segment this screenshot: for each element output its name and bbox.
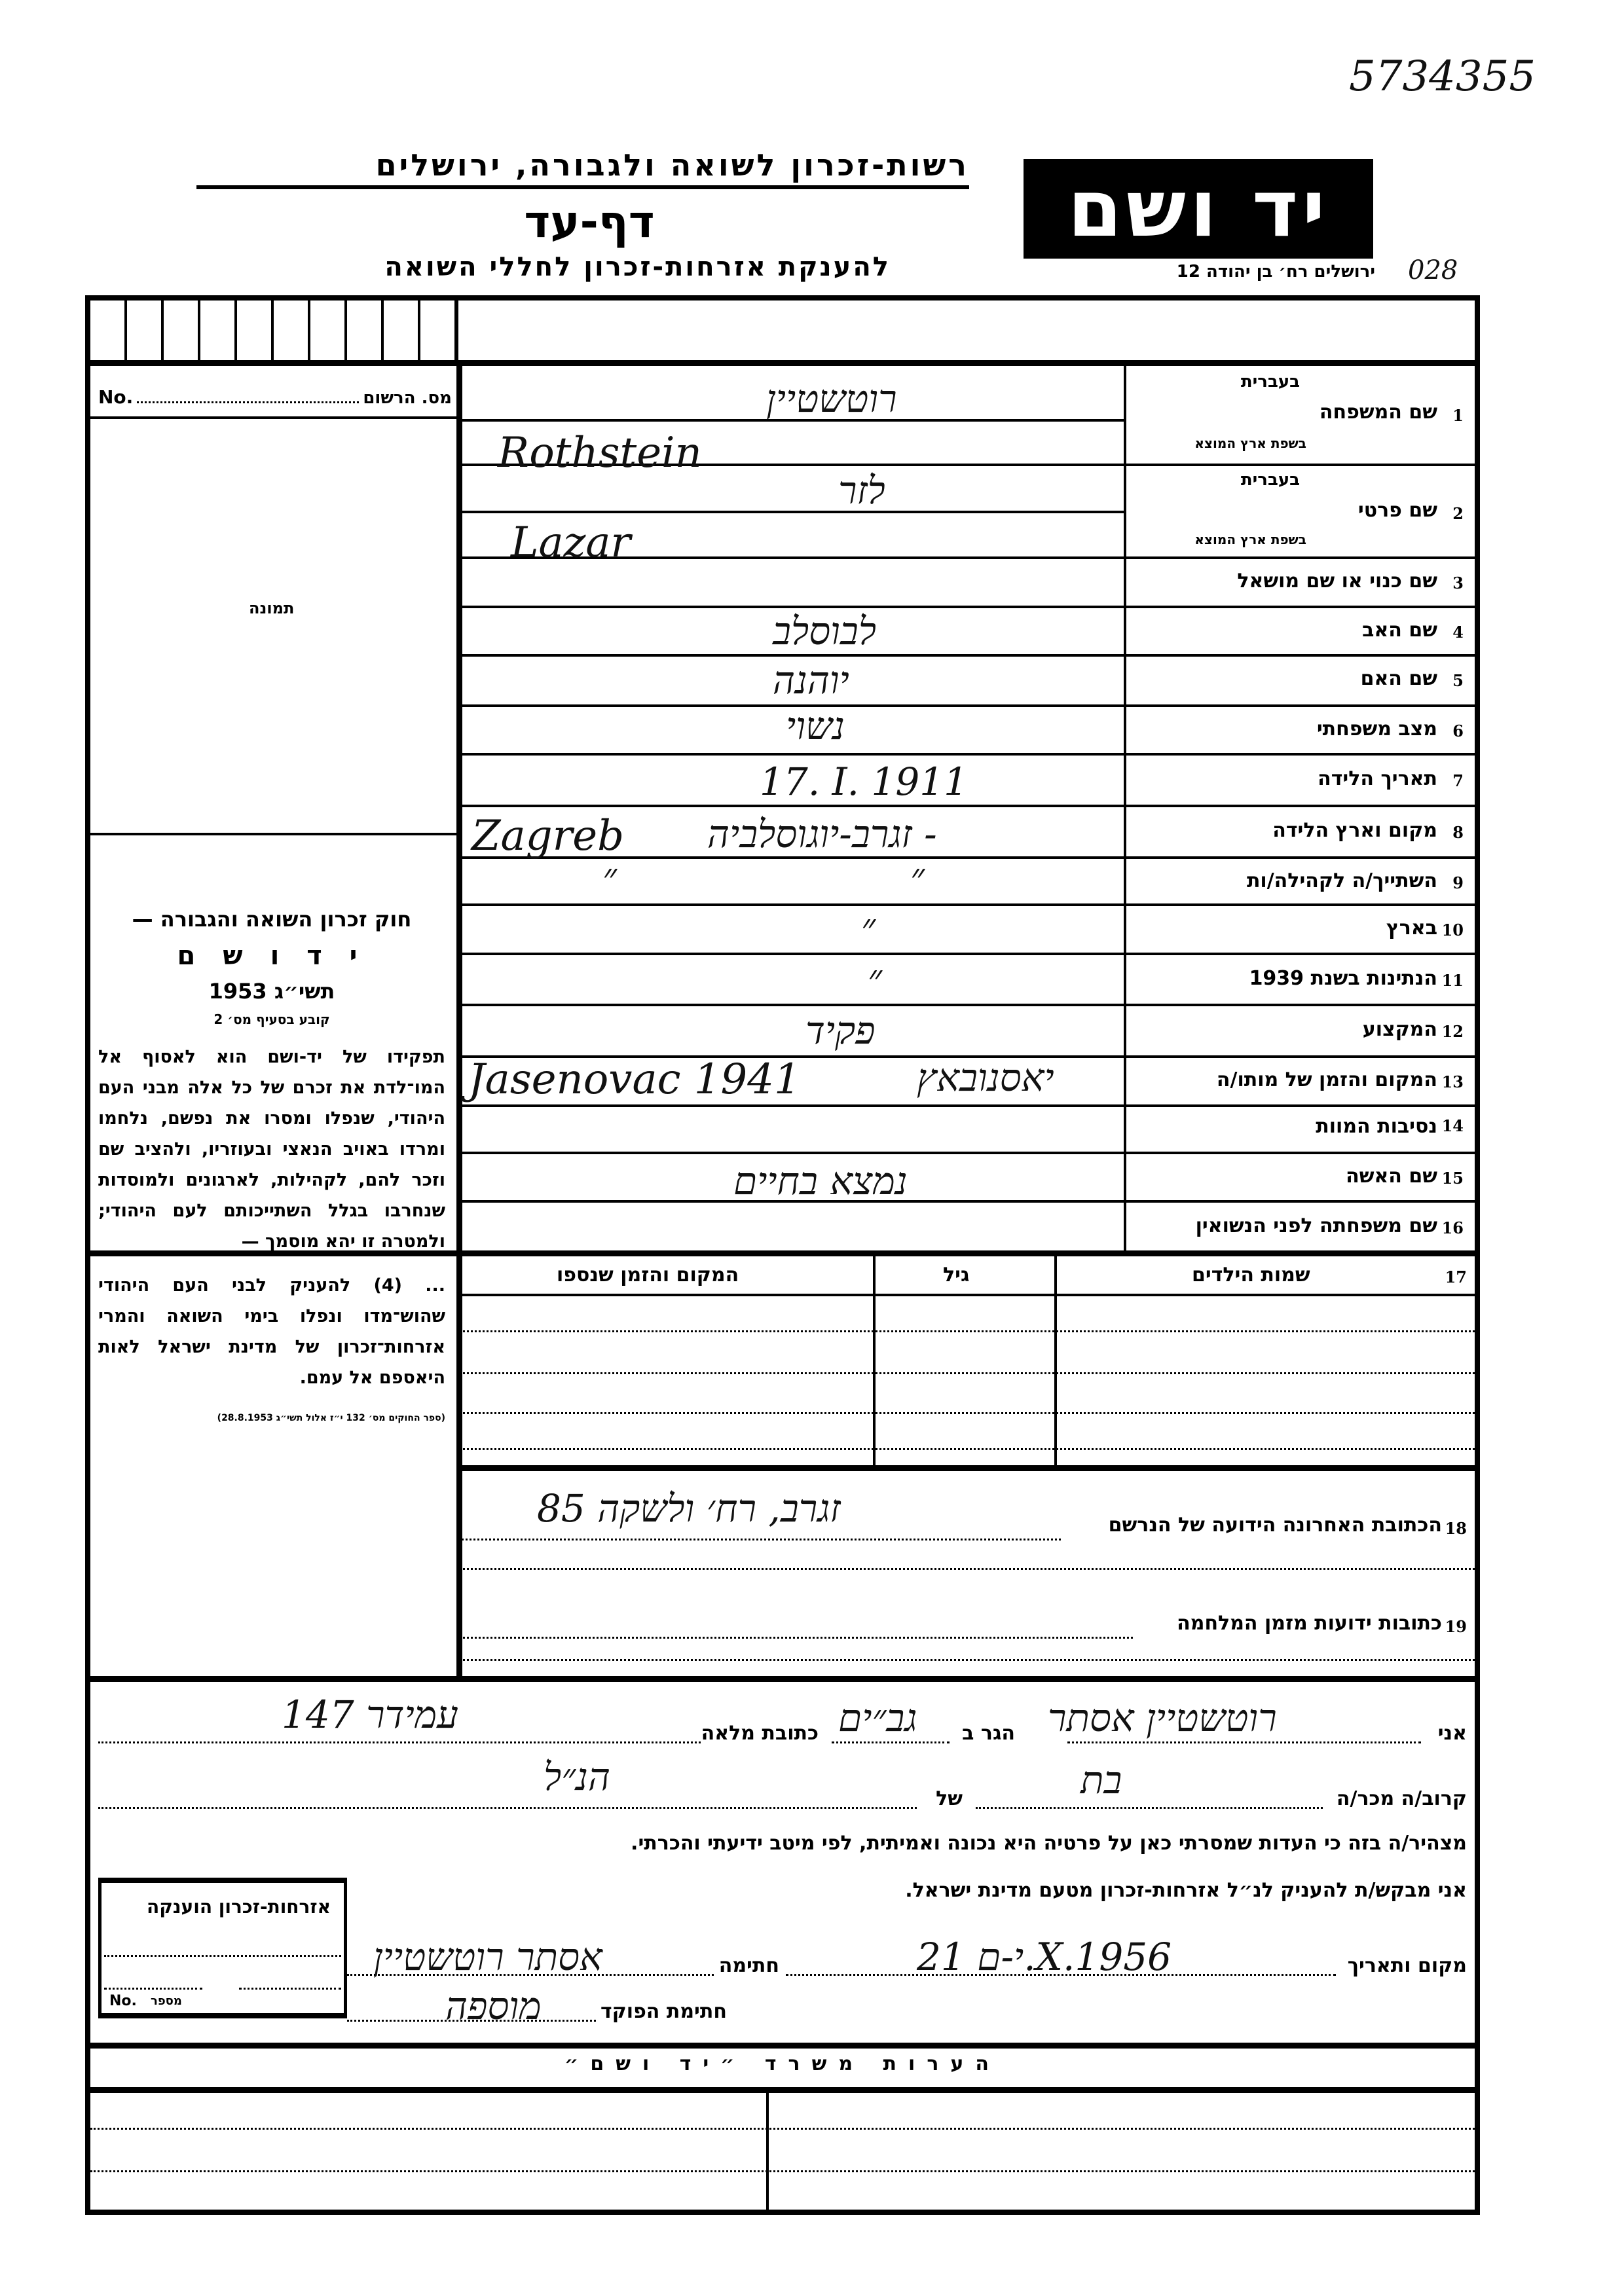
field-number: 14 bbox=[1441, 1116, 1464, 1135]
field-profession[interactable] bbox=[1130, 1006, 1470, 1055]
law-paragraph-1: תפקידו של יד-ושם הוא לאסוף אל המו־לדת את זכרם של כל אלה מבני העם היהודי, שנפלו ומסרו את נפשם, נלחמו ומרדו באויב הנאצי ובעוזריו, ולהציב שם וזכר להם, לקהילות, לארגונים ולמוסדות שנחרבו בגלל השתייכותם לעם היהודי; ולמטרה זו יהא מוסמך — bbox=[98, 1047, 445, 1252]
remarks-title: הערות משרד ״יד ושם״ bbox=[564, 2052, 1001, 2075]
profession-value: פקיד bbox=[805, 1008, 876, 1053]
field-nickname[interactable] bbox=[1130, 559, 1470, 606]
law-year: תשי״ג 1953 bbox=[208, 979, 335, 1004]
reg-label: מס. הרשום bbox=[363, 388, 452, 408]
field-country[interactable] bbox=[1130, 906, 1470, 953]
photo-area bbox=[95, 422, 452, 831]
family-name-latin-value: Rothstein bbox=[498, 429, 702, 477]
field-marital-status[interactable] bbox=[1130, 707, 1470, 753]
field-sublabel-hebrew: בעברית bbox=[1240, 372, 1300, 392]
logo-text: יד ושם bbox=[1067, 163, 1329, 255]
declaration-request: אני מבקש/ת להעניק לנ״ל אזרחות-זכרון מטעם מדינת ישראל. bbox=[905, 1879, 1467, 1902]
field-number: 17 bbox=[1445, 1267, 1467, 1286]
registration-number-field[interactable] bbox=[98, 386, 452, 408]
law-paragraph-2: ... (4) להעניק לבני העם היהודי שהוש־מדו ונפלו בימי השואה והמרי אזרחות־זכרון של מדינת ישראל לאות היאספם אל עמם. bbox=[98, 1275, 446, 1388]
field-number: 11 bbox=[1441, 971, 1464, 990]
death-place-value: יאסנובאץ bbox=[917, 1055, 1054, 1100]
field-number: 1 bbox=[1452, 406, 1464, 425]
authority-title: רשות-זכרון לשואה ולגבורה, ירושלים bbox=[196, 147, 969, 189]
field-label: שם האב bbox=[1362, 619, 1437, 642]
place-time-perished-header: המקום והזמן שנספו bbox=[557, 1264, 739, 1286]
law-excerpt bbox=[98, 907, 445, 1423]
form-title: דף-עד bbox=[524, 196, 655, 248]
inspector-signature-label: חתימת הפוקד bbox=[600, 2000, 727, 2023]
field-label: הכתובת האחרונה הידועה של הנרשם bbox=[1108, 1514, 1442, 1537]
community-ditto-1: ״ bbox=[602, 854, 618, 899]
field-label: הנתינות בשנת 1939 bbox=[1249, 967, 1437, 990]
field-circumstances-of-death[interactable] bbox=[1130, 1107, 1470, 1152]
field-number: 7 bbox=[1452, 771, 1464, 790]
field-number: 2 bbox=[1452, 504, 1464, 523]
field-label: בארץ bbox=[1386, 917, 1437, 939]
field-place-time-of-death[interactable] bbox=[1130, 1058, 1470, 1104]
field-number: 10 bbox=[1441, 920, 1464, 939]
field-label: המקצוע bbox=[1362, 1018, 1437, 1041]
field-sublabel-hebrew: בעברית bbox=[1240, 470, 1300, 490]
law-title: חוק זכרון השואה והגבורה — bbox=[132, 907, 412, 932]
field-number: 5 bbox=[1452, 671, 1464, 690]
yad-vashem-logo bbox=[1024, 159, 1373, 259]
father-name-value: לבוסלב bbox=[773, 609, 876, 653]
signature-label: חתימה bbox=[718, 1954, 779, 1977]
remarks-right-area[interactable] bbox=[769, 2090, 1475, 2211]
marital-status-value: נשוי bbox=[786, 704, 845, 748]
citizenship-granted-box bbox=[98, 1878, 347, 2018]
field-nationality-1939[interactable] bbox=[1130, 955, 1470, 1004]
declarant-address-value: עמידר 147 bbox=[282, 1692, 458, 1737]
nationality-value: ״ bbox=[868, 956, 883, 1000]
death-place-latin-value: Jasenovac 1941 bbox=[468, 1055, 801, 1104]
wife-name-value: נמצא בחיים bbox=[733, 1159, 908, 1203]
photo-label: תמונה bbox=[249, 599, 295, 617]
field-label: שם האשה bbox=[1346, 1165, 1437, 1188]
field-community[interactable] bbox=[1130, 859, 1470, 903]
birth-place-value: זגרב-יוגוסלביה - bbox=[707, 812, 937, 856]
family-name-hebrew-value: רוטשטיין bbox=[766, 376, 897, 421]
community-ditto-2: ״ bbox=[910, 854, 925, 899]
birth-place-latin-value: Zagreb bbox=[471, 812, 625, 860]
full-address-label: כתובת מלאה bbox=[701, 1722, 819, 1745]
field-father-name[interactable] bbox=[1130, 608, 1470, 654]
declarant-signature: אסתר רוטשטיין bbox=[373, 1935, 602, 1979]
of-value: הנ״ל bbox=[544, 1755, 611, 1799]
field-label: שם כנוי או שם מושאל bbox=[1237, 570, 1437, 592]
field-number: 4 bbox=[1452, 623, 1464, 642]
law-clause: קובע בסעיף מס׳ 2 bbox=[213, 1011, 330, 1027]
address: ירושלים רח׳ בן יהודה 12 bbox=[1176, 262, 1375, 282]
field-label: שם המשפחה bbox=[1319, 401, 1437, 424]
field-wife-maiden-name[interactable] bbox=[1130, 1203, 1470, 1250]
mother-name-value: יוהנה bbox=[773, 658, 849, 702]
field-first-name[interactable] bbox=[1130, 466, 1470, 556]
field-label: תאריך הלידה bbox=[1318, 767, 1437, 790]
code-boxes bbox=[90, 301, 458, 361]
remarks-left-area[interactable] bbox=[90, 2090, 766, 2211]
field-family-name[interactable] bbox=[1130, 367, 1470, 464]
age-header: גיל bbox=[943, 1264, 970, 1286]
field-number: 8 bbox=[1452, 823, 1464, 842]
relative-label: קרוב/ה מכר/ה bbox=[1336, 1787, 1467, 1810]
field-wartime-addresses[interactable] bbox=[458, 1578, 1475, 1663]
birth-date-value: 17. I. 1911 bbox=[760, 759, 969, 804]
field-sublabel-origin: בשפת ארץ המוצא bbox=[1194, 532, 1306, 547]
archive-number: 5734355 bbox=[1349, 52, 1536, 101]
reg-no-prefix: No. bbox=[98, 386, 134, 408]
field-label: המקום והזמן של מותו/ה bbox=[1216, 1068, 1437, 1091]
inspector-signature: מוספה bbox=[445, 1984, 542, 2028]
resides-label: הגר ב bbox=[962, 1722, 1015, 1745]
field-sublabel-origin: בשפת ארץ המוצא bbox=[1194, 435, 1306, 451]
of-label: של bbox=[936, 1787, 963, 1810]
field-label: כתובות ידועות מזמן המלחמה bbox=[1177, 1612, 1442, 1635]
grant-no-label: No. bbox=[109, 1993, 137, 2009]
field-wife-name[interactable] bbox=[1130, 1154, 1470, 1200]
field-label: השתייך/ה לקהילה/ות bbox=[1246, 869, 1437, 892]
first-name-latin-value: Lazar bbox=[511, 519, 631, 567]
form-subtitle: להענקת אזרחות-זכרון לחללי השואה bbox=[384, 252, 891, 282]
children-table bbox=[458, 1256, 1475, 1465]
first-name-hebrew-value: לזר bbox=[838, 468, 885, 513]
relation-value: בת bbox=[1080, 1758, 1122, 1802]
declarant-name-value: רוטשטיין אסתר bbox=[1048, 1696, 1277, 1740]
field-birth-place[interactable] bbox=[1130, 807, 1470, 856]
form-code: 028 bbox=[1408, 255, 1458, 285]
declarant-city-value: גב״ים bbox=[838, 1696, 917, 1740]
field-label: נסיבות המוות bbox=[1316, 1115, 1437, 1138]
field-number: 3 bbox=[1452, 574, 1464, 592]
grant-box-title: אזרחות-זכרון הוענקה bbox=[147, 1896, 331, 1918]
field-number: 16 bbox=[1441, 1218, 1464, 1237]
field-label: שם משפחתה לפני הנשואין bbox=[1195, 1214, 1437, 1237]
field-number: 9 bbox=[1452, 873, 1464, 892]
field-label: שם פרטי bbox=[1357, 499, 1437, 522]
children-names-header: שמות הילדים bbox=[1192, 1264, 1310, 1286]
place-date-value: י-ם 21.X.1956 bbox=[917, 1935, 1172, 1979]
i-label: אני bbox=[1437, 1722, 1467, 1745]
law-name: י ד ו ש ם bbox=[177, 941, 367, 971]
field-label: מצב משפחתי bbox=[1316, 718, 1437, 740]
field-number: 15 bbox=[1441, 1169, 1464, 1188]
country-value: ״ bbox=[861, 905, 876, 949]
field-number: 12 bbox=[1441, 1022, 1464, 1041]
field-number: 18 bbox=[1445, 1519, 1467, 1538]
grant-number-label: מספר bbox=[151, 1994, 182, 2008]
field-number: 6 bbox=[1452, 721, 1464, 740]
field-label: שם האם bbox=[1360, 667, 1437, 690]
field-number: 13 bbox=[1441, 1072, 1464, 1091]
place-date-label: מקום ותאריך bbox=[1347, 1954, 1467, 1977]
field-mother-name[interactable] bbox=[1130, 657, 1470, 704]
field-birth-date[interactable] bbox=[1130, 756, 1470, 805]
field-number: 19 bbox=[1445, 1617, 1467, 1636]
declaration-statement: מצהיר/ה בזה כי העדות שמסרתי כאן על פרטיה היא נכונה ואמיתית, לפי מיטב ידיעתי והכרתי. bbox=[631, 1832, 1467, 1855]
last-address-value: זגרב, רח׳ ולשקה 85 bbox=[537, 1486, 841, 1531]
law-source: (ספר החוקים מס׳ 132 י״ז אלול תשי״ג 28.8.1953) bbox=[217, 1413, 445, 1423]
field-label: מקום וארץ הלידה bbox=[1272, 819, 1437, 842]
